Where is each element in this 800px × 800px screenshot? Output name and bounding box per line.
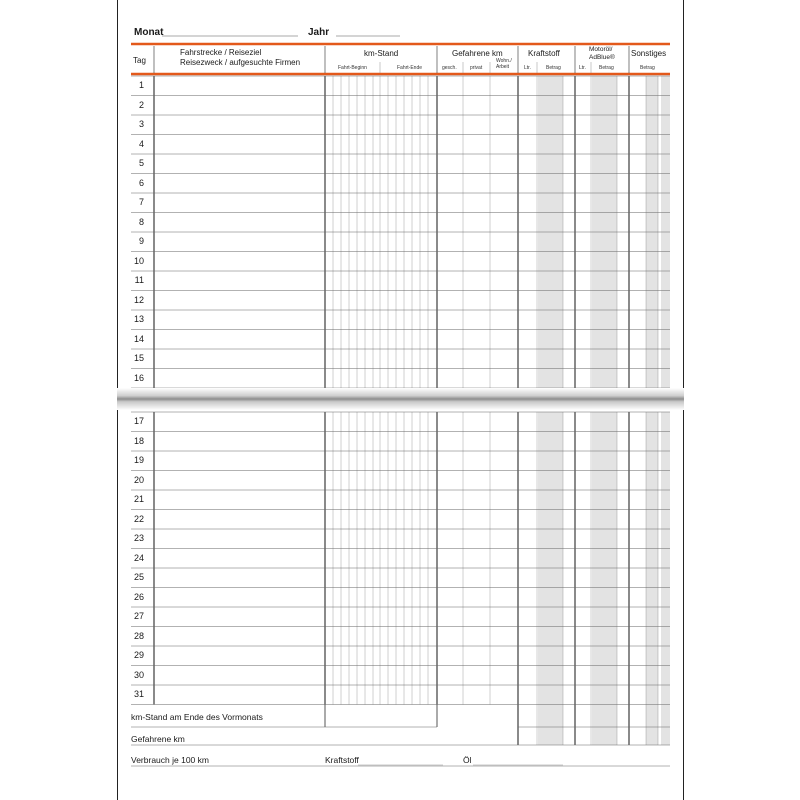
day-number: 19 [133,455,144,465]
day-number: 23 [133,533,144,543]
day-number: 6 [138,177,144,188]
jahr-label: Jahr [308,27,330,38]
day-number: 27 [133,611,144,621]
day-number: 26 [133,591,144,602]
day-number: 15 [133,353,144,363]
day-number: 24 [133,552,144,563]
shaded-column [592,412,617,745]
kraftstoff-header: Kraftstoff [528,49,560,58]
verbrauch-label: Verbrauch je 100 km [131,755,209,765]
day-number: 30 [133,669,144,680]
day-number: 16 [133,372,144,383]
day-number: 17 [133,416,144,426]
day-number: 7 [138,197,144,207]
day-number: 22 [133,513,144,524]
shaded-column [646,412,658,745]
day-number: 8 [138,216,144,227]
day-number: 3 [138,119,144,129]
gefahrene-km-total-label: Gefahrene km [131,734,185,744]
day-number: 1 [138,80,144,90]
wohn-header-line2: Arbeit [496,64,510,70]
day-number: 9 [138,236,144,246]
day-number: 25 [133,572,144,582]
shaded-column [661,412,670,745]
wohn-header-line1: Wohn./ [496,58,512,64]
adblue-header: AdBlue® [589,54,615,61]
kraftstoff-betrag-header: Betrag [546,65,561,71]
shaded-column [538,412,563,745]
verbrauch-oel-label: Öl [463,755,472,765]
day-number: 11 [134,275,144,285]
motoroel-ltr-header: Ltr. [579,65,586,71]
day-number: 29 [133,650,144,660]
logbook-sheet [117,0,684,800]
day-number: 18 [133,435,144,446]
privat-header: privat [470,65,483,71]
day-number: 20 [133,474,144,485]
kraftstoff-ltr-header: Ltr. [524,65,531,71]
day-number: 31 [133,689,144,699]
motoroel-betrag-header: Betrag [599,65,614,71]
day-number: 14 [133,333,144,344]
gesch-header: gesch. [442,65,457,71]
km-stand-header: km-Stand [364,49,399,58]
day-number: 2 [138,99,144,110]
fahrt-ende-header: Fahrt-Ende [397,65,423,71]
tag-header: Tag [133,56,146,65]
day-number: 12 [133,294,144,305]
monat-label: Monat [134,27,164,38]
sonstiges-betrag-header: Betrag [640,65,655,71]
day-number: 10 [133,255,144,266]
day-number: 4 [138,138,144,149]
day-number: 13 [133,314,144,324]
page-fold [117,388,684,410]
day-number: 5 [138,158,144,168]
day-number: 28 [133,630,144,641]
fahrt-beginn-header: Fahrt-Beginn [338,65,367,71]
verbrauch-kraftstoff-label: Kraftstoff [325,755,359,765]
route-header-line2: Reisezweck / aufgesuchte Firmen [180,58,301,67]
route-header-line1: Fahrstrecke / Reiseziel [180,48,262,57]
sonstiges-header: Sonstiges [631,49,667,58]
motoroel-header: Motoröl/ [589,46,613,53]
day-number: 21 [133,494,144,504]
km-stand-vormonat-label: km-Stand am Ende des Vormonats [131,712,263,722]
gefahrene-km-header: Gefahrene km [452,49,503,58]
